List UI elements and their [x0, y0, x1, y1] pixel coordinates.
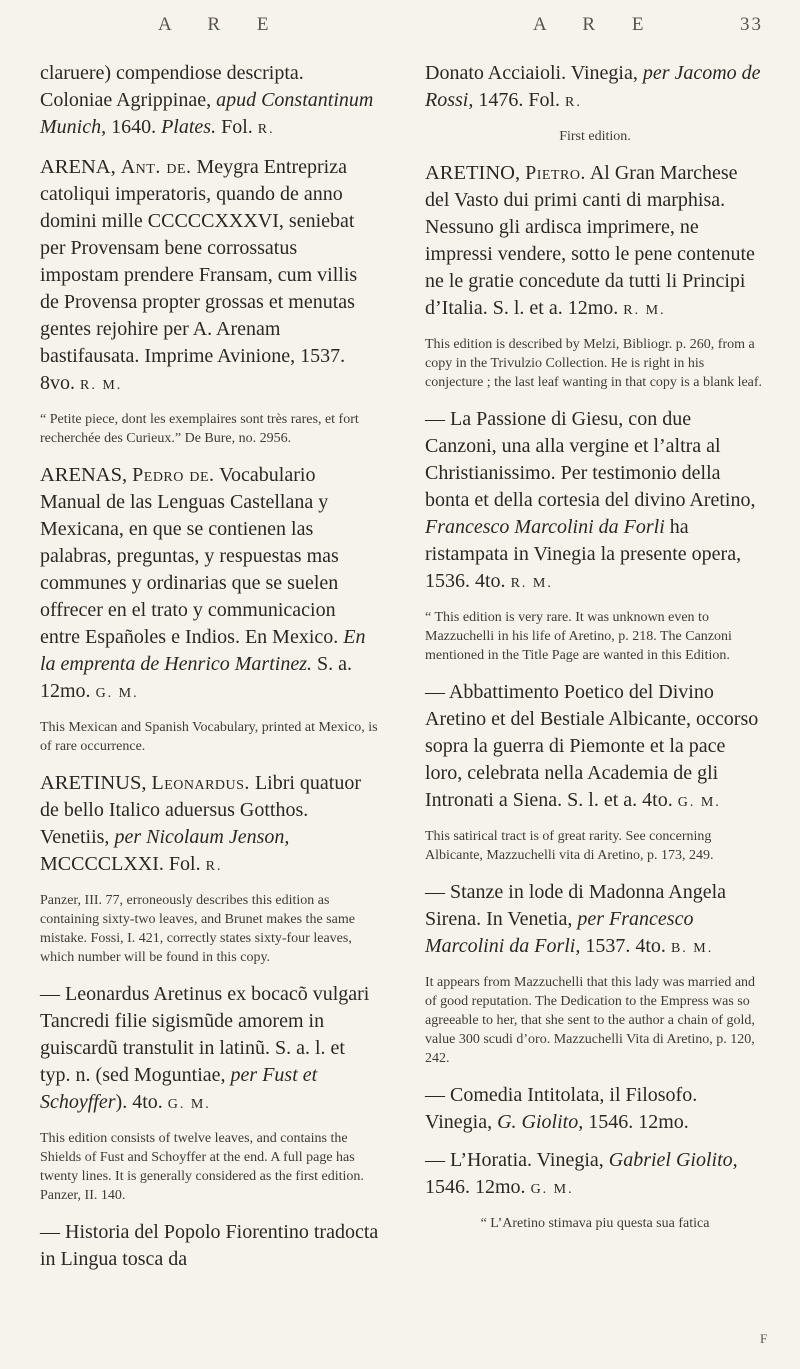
entry-arenas [40, 462, 380, 707]
entry-headword: ARETINUS, [40, 772, 147, 794]
running-head-right: A R E [533, 14, 660, 35]
entry-headword: ARENAS, [40, 464, 128, 486]
entry-note: This edition is described by Melzi, Bibliogr. p. 260, from a copy in the Trivulzio Collection. He is right in his conjecture ; the last leaf wanting in that copy is a blank leaf. [425, 337, 763, 390]
entry-text: Al Gran Marchese del Vasto dui primi canti di marphisa. Nessuno gli ardisca imprimere, ne impressi vendere, sotto le pene contenute ne le gratie concedute da tutti li Principi d’Italia. S. l. et a. 12mo. [425, 162, 755, 319]
location-tag: G. M. [677, 795, 721, 810]
entry-note: This Mexican and Spanish Vocabulary, printed at Mexico, is of rare occurrence. [40, 720, 378, 754]
entry-imprint: Gabriel Giolito, [608, 1149, 738, 1171]
entry-headword: ARENA, [40, 156, 116, 178]
entry-text: — Stanze in lode di Madonna Angela Sirena. In Venetia, [425, 881, 727, 930]
location-tag: R. M. [80, 378, 123, 393]
entry-abbattimento [425, 679, 765, 816]
entry-text: Meygra Entrepriza catoliqui imperatoris, quando de anno domini mille CCCCCXXXVI, seniebat per Provensam bene corrossatus impostam prendere Fransam, cum villis de Provensa propter grossas et menutas gentes rejohire per A. Arenam bastifausata. Imprime Avinione, 1537. 8vo. [40, 156, 358, 394]
signature-mark: F [760, 1331, 768, 1346]
entry-imprint: G. Giolito, [497, 1111, 584, 1133]
entry-text: Fol. [216, 116, 258, 138]
entry-text: 1537. 4to. [580, 935, 666, 957]
entry-note: Panzer, III. 77, erroneously describes this edition as containing sixty-two leaves, and Brunet makes the same mistake. Fossi, I. 421, correctly states sixty-four leaves, which number will be found in this copy. [40, 893, 355, 965]
entry-comedia [425, 1082, 765, 1136]
running-head-left: A R E [158, 14, 285, 35]
location-tag: R. [205, 859, 223, 874]
location-tag: R. M. [510, 576, 553, 591]
entry-note: This edition consists of twelve leaves, and contains the Shields of Fust and Schoyffer at the end. A full page has twenty lines. It is generally considered as the first edition. Panzer, II. 140. [40, 1131, 364, 1203]
entry-historia [40, 1219, 380, 1273]
entry-text: Libri quatuor de bello Italico aduersus Gotthos. Venetiis, [40, 772, 362, 848]
location-tag: R. [565, 95, 582, 110]
entry-passione [425, 406, 765, 597]
entry-note: “ Petite piece, dont les exemplaires sont très rares, et fort recherchée des Curieux.” De Bure, no. 2956. [40, 412, 359, 446]
page-number: 33 [740, 14, 763, 35]
entry-text: 1546. 12mo. [425, 1176, 526, 1198]
entry-aretino [425, 160, 765, 324]
entry-text: — Abbattimento Poetico del Divino Aretino et del Bestiale Albicante, occorso sopra la guerra di Piemonte et la pace loro, celebrata nella Academia de gli Intronati a Siena. S. l. et a. 4to. [425, 681, 759, 811]
location-tag: G. M. [95, 686, 139, 701]
right-column [425, 60, 765, 1247]
entry-horatia [425, 1147, 765, 1203]
entry-aretinus [40, 770, 380, 880]
entry-imprint: per Jacomo de Rossi, [425, 62, 761, 111]
entry-imprint: apud Constantinum Munich, [40, 89, 374, 138]
entry-imprint: En la emprenta de Henrico Martinez. [40, 626, 366, 675]
entry-text: — L’Horatia. Vinegia, [425, 1149, 609, 1171]
entry-forename: Ant. de. [120, 156, 192, 178]
location-tag: R. M. [623, 303, 666, 318]
entry-forename: Leonardus. [151, 772, 250, 794]
entry-text: ). 4to. [115, 1091, 163, 1113]
entry-acciaioli [425, 60, 765, 116]
entry-imprint: Francesco Marcolini da Forli [425, 516, 665, 538]
location-tag: G. M. [167, 1097, 211, 1112]
entry-text: — Historia del Popolo Fiorentino tradocta in Lingua tosca da [40, 1221, 379, 1270]
entry-note: This satirical tract is of great rarity. See concerning Albicante, Mazzuchelli vita di Aretino, p. 173, 249. [425, 829, 714, 863]
entry-text: — La Passione di Giesu, con due Canzoni, una alla vergine et l’altra al Christianissimo. Per testimonio della bonta et della cortesia del divino Aretino, [425, 408, 756, 511]
entry-colonia [40, 60, 380, 143]
entry-note: “ L’Aretino stimava piu questa sua fatica [480, 1216, 710, 1231]
entry-text: — Comedia Intitolata, il Filosofo. Vinegia, [425, 1084, 698, 1133]
entry-headword: ARETINO, [425, 162, 521, 184]
entry-text: 1476. Fol. [473, 89, 561, 111]
entry-text: MCCCCLXXI. Fol. [40, 853, 201, 875]
entry-plates: Plates. [161, 116, 217, 138]
location-tag: G. M. [530, 1182, 574, 1197]
entry-text: — Leonardus Aretinus ex bocacõ vulgari Tancredi filie sigismũde amorem in guiscardũ transtulit in latinũ. S. a. l. et typ. n. (sed Moguntiae, [40, 983, 370, 1086]
entry-forename: Pedro de. [132, 464, 215, 486]
entry-text: ha ristampata in Vinegia la presente opera, 1536. 4to. [425, 516, 742, 592]
left-column [40, 60, 380, 1284]
entry-note: First edition. [559, 129, 631, 144]
entry-imprint: per Francesco Marcolini da Forli, [425, 908, 694, 957]
entry-imprint: per Fust et Schoyffer [40, 1064, 318, 1113]
location-tag: B. M. [670, 941, 714, 956]
entry-text: Donato Acciaioli. Vinegia, [425, 62, 643, 84]
entry-text: claruere) compendiose descripta. Coloniae Agrippinae, [40, 62, 304, 111]
entry-note: “ This edition is very rare. It was unknown even to Mazzuchelli in his life of Aretino, p. 218. The Canzoni mentioned in the Title Page are wanted in this Edition. [425, 610, 732, 663]
entry-text: S. a. 12mo. [40, 653, 352, 702]
entry-imprint: per Nicolaum Jenson, [114, 826, 290, 848]
location-tag: R. [257, 122, 275, 137]
entry-stanze [425, 879, 765, 962]
entry-text: Vocabulario Manual de las Lenguas Castellana y Mexicana, en que se contienen las palabras, preguntas, y respuestas mas communes y ordinarias que se suelen offrecer en el trato y communicacion entre Españoles e Indios. En Mexico. [40, 464, 344, 648]
entry-tancredi [40, 981, 380, 1118]
entry-text: 1640. [106, 116, 162, 138]
entry-arena [40, 154, 380, 399]
entry-note: It appears from Mazzuchelli that this lady was married and of good reputation. The Dedication to the Empress was so agreeable to her, that she sent to the author a chain of gold, value 300 scudi d’oro. Mazzuchelli Vita di Aretino, p. 120, 242. [425, 975, 756, 1066]
entry-text: 1546. 12mo. [583, 1111, 689, 1133]
entry-forename: Pietro. [525, 162, 586, 184]
